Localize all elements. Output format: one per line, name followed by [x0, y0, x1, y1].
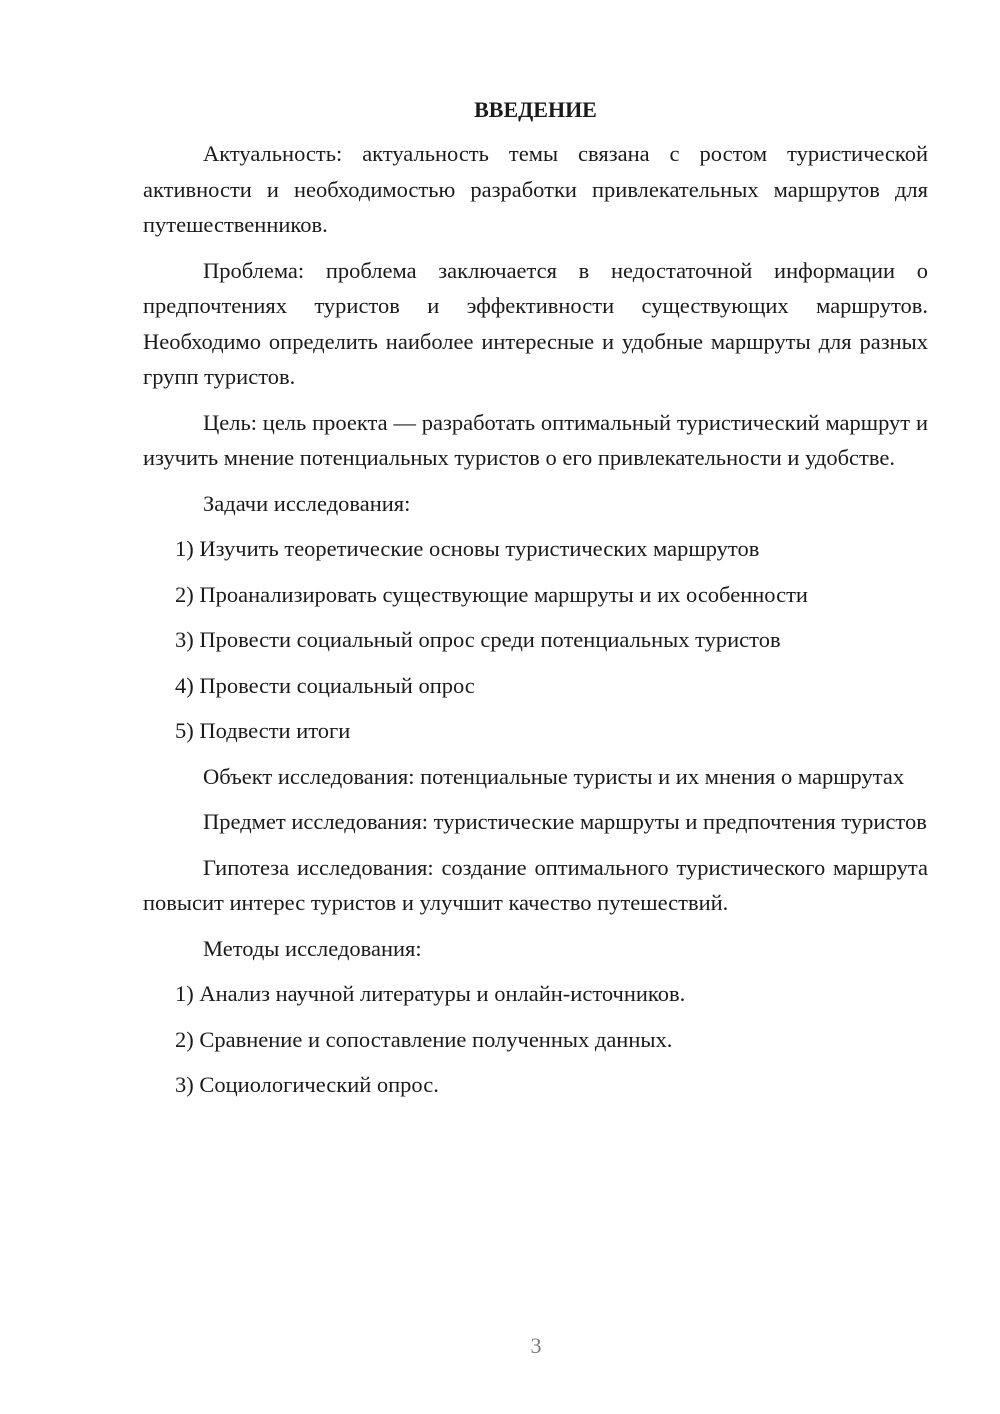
- subject-paragraph: Предмет исследования: туристические маршруты и предпочтения туристов: [203, 809, 927, 834]
- methods-heading: Методы исследования:: [203, 935, 422, 961]
- list-item: 3) Социологический опрос.: [175, 1072, 439, 1097]
- tasks-heading: Задачи исследования:: [203, 490, 411, 516]
- list-item: 2) Проанализировать существующие маршруты и их особенности: [175, 581, 808, 607]
- page-title: ВВЕДЕНИЕ: [474, 97, 597, 122]
- tasks-list: [143, 531, 928, 749]
- page-number: 3: [530, 1333, 542, 1358]
- list-item: 3) Провести социальный опрос среди потенциальных туристов: [175, 627, 781, 652]
- relevance-paragraph: Актуальность: актуальность темы связана с ростом туристической активности и необходимостью разработки привлекательных маршрутов для путешественников.: [143, 141, 928, 237]
- problem-paragraph: Проблема: проблема заключается в недостаточной информации о предпочтениях туристов и эффективности существующих маршрутов. Необходимо определить наиболее интересные и удобные маршруты для разных групп туристов.: [143, 257, 928, 389]
- object-paragraph: Объект исследования: потенциальные туристы и их мнения о маршрутах: [203, 763, 905, 789]
- list-item: 2) Сравнение и сопоставление полученных данных.: [175, 1026, 673, 1052]
- list-item: 1) Изучить теоретические основы туристических маршрутов: [175, 536, 760, 561]
- page-content: [143, 92, 928, 1113]
- list-item: 5) Подвести итоги: [175, 718, 351, 743]
- hypothesis-paragraph: Гипотеза исследования: создание оптимального туристического маршрута повысит интерес туристов и улучшит качество путешествий.: [143, 854, 928, 915]
- goal-paragraph: Цель: цель проекта — разработать оптимальный туристический маршрут и изучить мнение потенциальных туристов о его привлекательности и удобстве.: [143, 409, 928, 470]
- list-item: 4) Провести социальный опрос: [175, 672, 475, 698]
- methods-list: [143, 976, 928, 1103]
- list-item: 1) Анализ научной литературы и онлайн-источников.: [175, 981, 686, 1006]
